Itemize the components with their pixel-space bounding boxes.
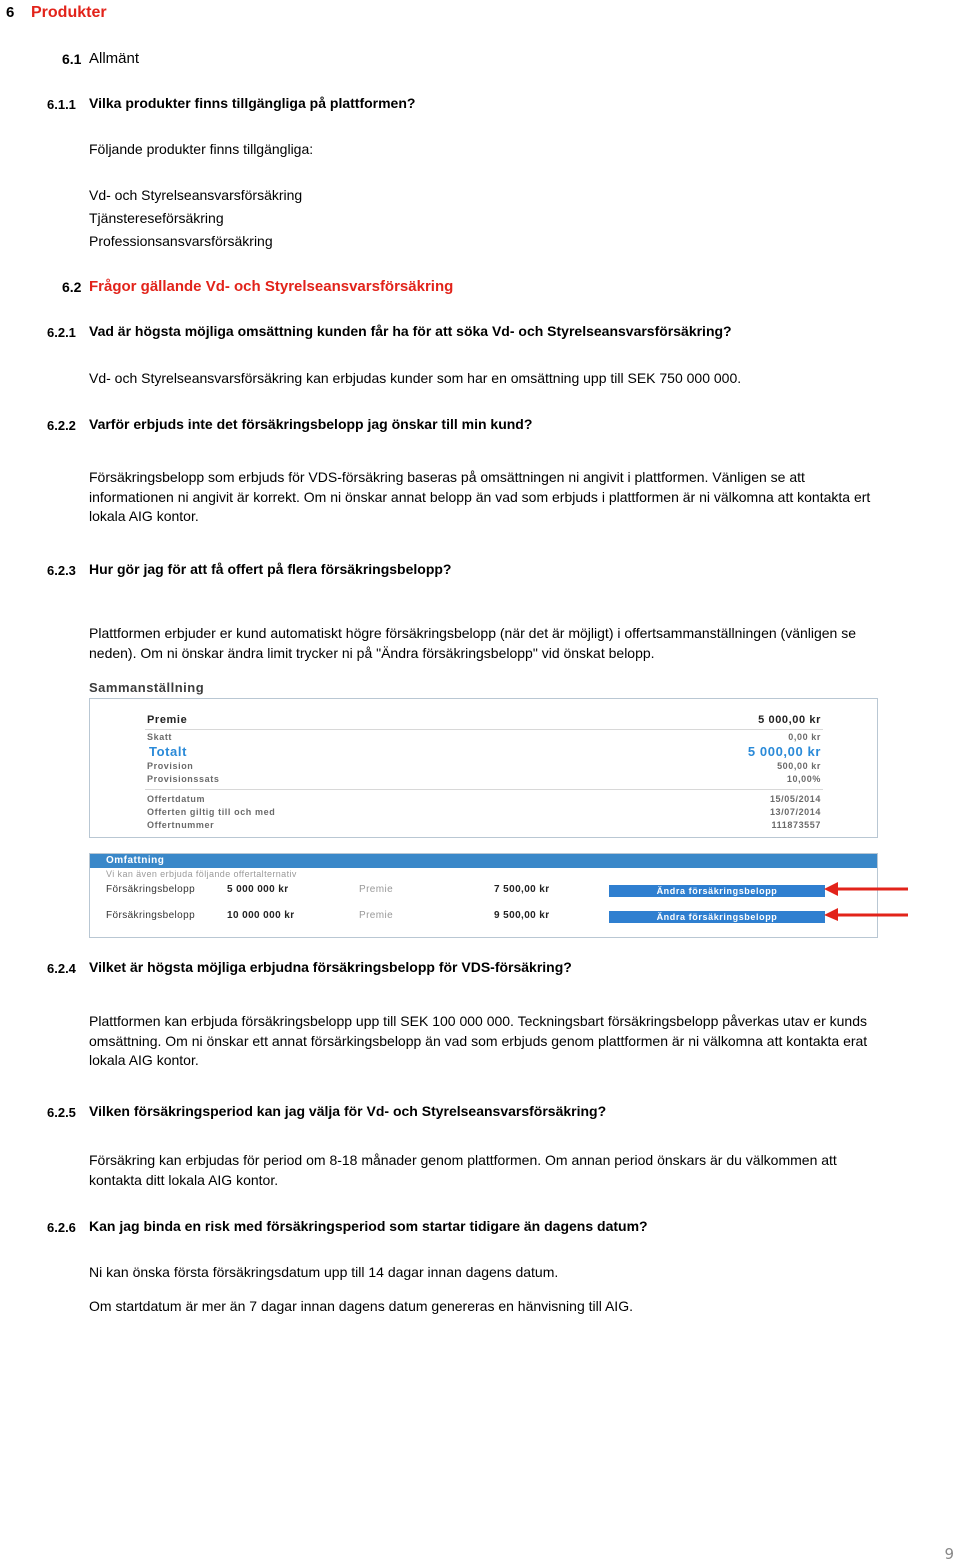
provisionssats-label: Provisionssats bbox=[147, 774, 220, 784]
question-number: 6.2.4 bbox=[47, 961, 76, 976]
provision-value: 500,00 kr bbox=[777, 761, 821, 771]
coverage-row bbox=[90, 882, 877, 900]
skatt-label: Skatt bbox=[147, 732, 173, 742]
product-item: Professionsansvarsförsäkring bbox=[89, 233, 273, 249]
premie-label: Premie bbox=[359, 910, 394, 921]
page-number: 9 bbox=[944, 1545, 954, 1563]
question-title: Vilka produkter finns tillgängliga på plattformen? bbox=[89, 95, 416, 111]
answer-text: Plattformen kan erbjuda försäkringsbelopp upp till SEK 100 000 000. Teckningsbart försäkringsbelopp påverkas utav er kunds omsättning. Om ni önskar ett annat försärkingsbelopp än vad som erbjuds genom plattformen är ni välkomna att kontakta erat lokala AIG kontor. bbox=[89, 1013, 868, 1068]
divider bbox=[145, 729, 823, 730]
question-title: Vilket är högsta möjliga erbjudna försäkringsbelopp för VDS-försäkring? bbox=[89, 959, 572, 975]
giltig-value: 13/07/2014 bbox=[769, 807, 821, 817]
product-item: Vd- och Styrelseansvarsförsäkring bbox=[89, 187, 303, 203]
question-number: 6.2.2 bbox=[47, 418, 76, 433]
coverage-header bbox=[90, 854, 877, 868]
divider bbox=[145, 789, 823, 790]
provision-label: Provision bbox=[147, 761, 194, 771]
change-amount-button[interactable]: Ändra försäkringsbelopp bbox=[609, 911, 825, 923]
premie-label: Premie bbox=[147, 714, 188, 726]
arrow-icon bbox=[824, 908, 908, 921]
subsection-number: 6.1 bbox=[62, 51, 82, 67]
coverage-panel bbox=[89, 853, 878, 938]
coverage-title: Omfattning bbox=[106, 855, 165, 866]
change-amount-button[interactable]: Ändra försäkringsbelopp bbox=[609, 885, 825, 897]
answer-text: Vd- och Styrelseansvarsförsäkring kan erbjudas kunder som har en omsättning upp till SEK 750 000 000. bbox=[89, 370, 742, 386]
amount-value: 10 000 000 kr bbox=[227, 910, 295, 921]
amount-value: 5 000 000 kr bbox=[227, 884, 289, 895]
question-number: 6.2.1 bbox=[47, 325, 76, 340]
question-title: Kan jag binda en risk med försäkringsperiod som startar tidigare än dagens datum? bbox=[89, 1218, 648, 1234]
premie-value: 5 000,00 kr bbox=[758, 714, 821, 726]
arrows-graphic bbox=[820, 876, 912, 921]
amount-label: Försäkringsbelopp bbox=[106, 884, 196, 895]
question-title: Vilken försäkringsperiod kan jag välja för Vd- och Styrelseansvarsförsäkring? bbox=[89, 1103, 607, 1119]
answer-text: Plattformen erbjuder er kund automatiskt högre försäkringsbelopp (när det är möjligt) i offertsammanställningen (vänligen se neden). Om ni önskar ändra limit trycker ni på "Ändra försäkringsbelopp" vid önskat belopp. bbox=[89, 625, 857, 661]
question-title: Vad är högsta möjliga omsättning kunden får ha för att söka Vd- och Styrelseansvarsförsäkring? bbox=[89, 323, 732, 339]
arrow-icon bbox=[824, 882, 908, 896]
answer-text: Ni kan önska första försäkringsdatum upp till 14 dagar innan dagens datum. bbox=[89, 1264, 559, 1280]
answer-text: Om startdatum är mer än 7 dagar innan dagens datum genereras en hänvisning till AIG. bbox=[89, 1298, 633, 1314]
answer-intro: Följande produkter finns tillgängliga: bbox=[89, 141, 314, 157]
offertnummer-label: Offertnummer bbox=[147, 820, 215, 830]
product-item: Tjänstereseförsäkring bbox=[89, 210, 224, 226]
provisionssats-value: 10,00% bbox=[786, 774, 821, 784]
section-title: Produkter bbox=[31, 4, 107, 21]
subsection-number: 6.2 bbox=[62, 279, 82, 295]
summary-title: Sammanställning bbox=[89, 680, 205, 695]
coverage-row bbox=[90, 908, 877, 926]
section-number: 6 bbox=[6, 4, 15, 21]
offertdatum-label: Offertdatum bbox=[147, 794, 206, 804]
question-title: Hur gör jag för att få offert på flera försäkringsbelopp? bbox=[89, 561, 452, 577]
offertnummer-value: 111873557 bbox=[771, 820, 821, 830]
subsection-title: Allmänt bbox=[89, 50, 140, 67]
answer-text: Försäkringsbelopp som erbjuds för VDS-försäkring baseras på omsättningen ni angivit i plattformen. Vänligen se att informationen ni angivit är korrekt. Om ni önskar annat belopp än vad som erbjuds i plattformen är ni välkomna att kontakta ert lokala AIG kontor. bbox=[89, 469, 871, 524]
premie-value: 9 500,00 kr bbox=[494, 910, 550, 921]
offertdatum-value: 15/05/2014 bbox=[769, 794, 821, 804]
skatt-value: 0,00 kr bbox=[788, 732, 821, 742]
summary-panel bbox=[89, 698, 878, 838]
question-number: 6.2.6 bbox=[47, 1220, 76, 1235]
totalt-label: Totalt bbox=[149, 744, 188, 759]
giltig-label: Offerten giltig till och med bbox=[147, 807, 276, 817]
subsection-title: Frågor gällande Vd- och Styrelseansvarsförsäkring bbox=[89, 278, 454, 295]
premie-value: 7 500,00 kr bbox=[494, 884, 550, 895]
amount-label: Försäkringsbelopp bbox=[106, 910, 196, 921]
question-number: 6.2.3 bbox=[47, 563, 76, 578]
totalt-value: 5 000,00 kr bbox=[747, 744, 821, 759]
question-number: 6.1.1 bbox=[47, 97, 76, 112]
question-title: Varför erbjuds inte det försäkringsbelopp jag önskar till min kund? bbox=[89, 416, 533, 432]
question-number: 6.2.5 bbox=[47, 1105, 76, 1120]
premie-label: Premie bbox=[359, 884, 394, 895]
answer-text: Försäkring kan erbjudas för period om 8-18 månader genom plattformen. Om annan period önskars är du välkommen att kontakta ditt lokala AIG kontor. bbox=[89, 1152, 837, 1188]
coverage-subtitle: Vi kan även erbjuda följande offertalternativ bbox=[106, 869, 297, 879]
